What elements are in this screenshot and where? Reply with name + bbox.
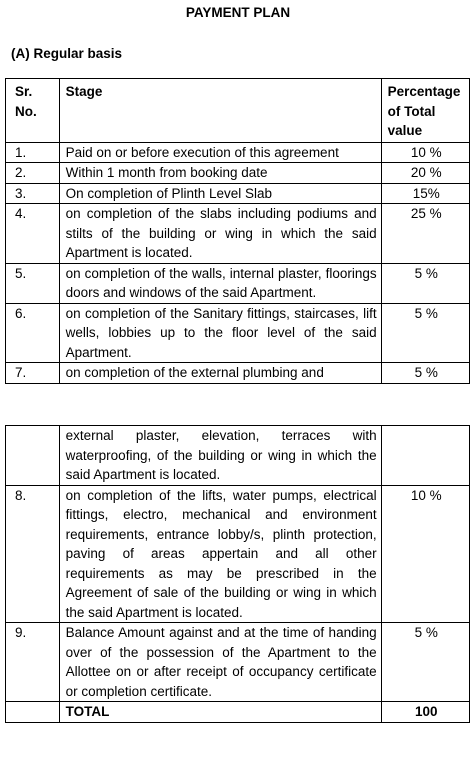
payment-plan-table [5,78,470,384]
sr-cell: 9. [6,623,60,702]
percentage-cell: 10 % [381,142,469,163]
stage-cell: Balance Amount against and at the time of handing over of the possession of the Apartment to the Allottee on or after receipt of occupancy certificate or completion certificate. [59,623,381,702]
payment-plan-table-continued [5,425,470,723]
sr-cell: 6. [6,303,60,363]
table-row [6,183,470,204]
header-percentage: Percentage of Total value [381,79,469,143]
percentage-cell: 25 % [381,204,469,264]
table-row [6,204,470,264]
stage-cell: on completion of the lifts, water pumps, electrical fittings, electro, mechanical and environment requirements, entrance lobby/s, plinth protection, paving of areas appertain and all other requirements as may be prescribed in the Agreement of sale of the building or wing in which the said Apartment is located. [59,485,381,623]
total-sr-cell [6,702,60,723]
stage-cell: external plaster, elevation, terraces with waterproofing, of the building or wing in which the said Apartment is located. [59,426,381,486]
percentage-cell: 15% [381,183,469,204]
percentage-cell: 10 % [381,485,469,623]
header-stage: Stage [59,79,381,143]
sr-cell: 1. [6,142,60,163]
stage-cell: Paid on or before execution of this agreement [59,142,381,163]
section-heading: (A) Regular basis [11,46,123,61]
percentage-cell: 5 % [381,303,469,363]
sr-cell: 4. [6,204,60,264]
header-sr-no: Sr. No. [6,79,60,143]
stage-cell: on completion of the Sanitary fittings, staircases, lift wells, lobbies up to the floor level of the said Apartment. [59,303,381,363]
table-row [6,142,470,163]
percentage-cell: 5 % [381,263,469,303]
stage-cell: on completion of the external plumbing and [59,363,381,384]
table-row [6,426,470,486]
sr-cell [6,426,60,486]
stage-cell: on completion of the slabs including podiums and stilts of the building or wing in which the said Apartment is located. [59,204,381,264]
page-title: PAYMENT PLAN [185,5,291,20]
stage-cell: On completion of Plinth Level Slab [59,183,381,204]
table-row [6,363,470,384]
percentage-cell [381,426,469,486]
total-row [6,702,470,723]
sr-cell: 3. [6,183,60,204]
table-row [6,163,470,184]
percentage-cell: 20 % [381,163,469,184]
stage-cell: on completion of the walls, internal plaster, floorings doors and windows of the said Apartment. [59,263,381,303]
table-row [6,303,470,363]
table-row [6,623,470,702]
sr-cell: 5. [6,263,60,303]
total-value: 100 [381,702,469,723]
sr-cell: 8. [6,485,60,623]
sr-cell: 2. [6,163,60,184]
percentage-cell: 5 % [381,623,469,702]
table-row [6,485,470,623]
percentage-cell: 5 % [381,363,469,384]
table-header-row [6,79,470,143]
table-row [6,263,470,303]
sr-cell: 7. [6,363,60,384]
stage-cell: Within 1 month from booking date [59,163,381,184]
total-label: TOTAL [59,702,381,723]
